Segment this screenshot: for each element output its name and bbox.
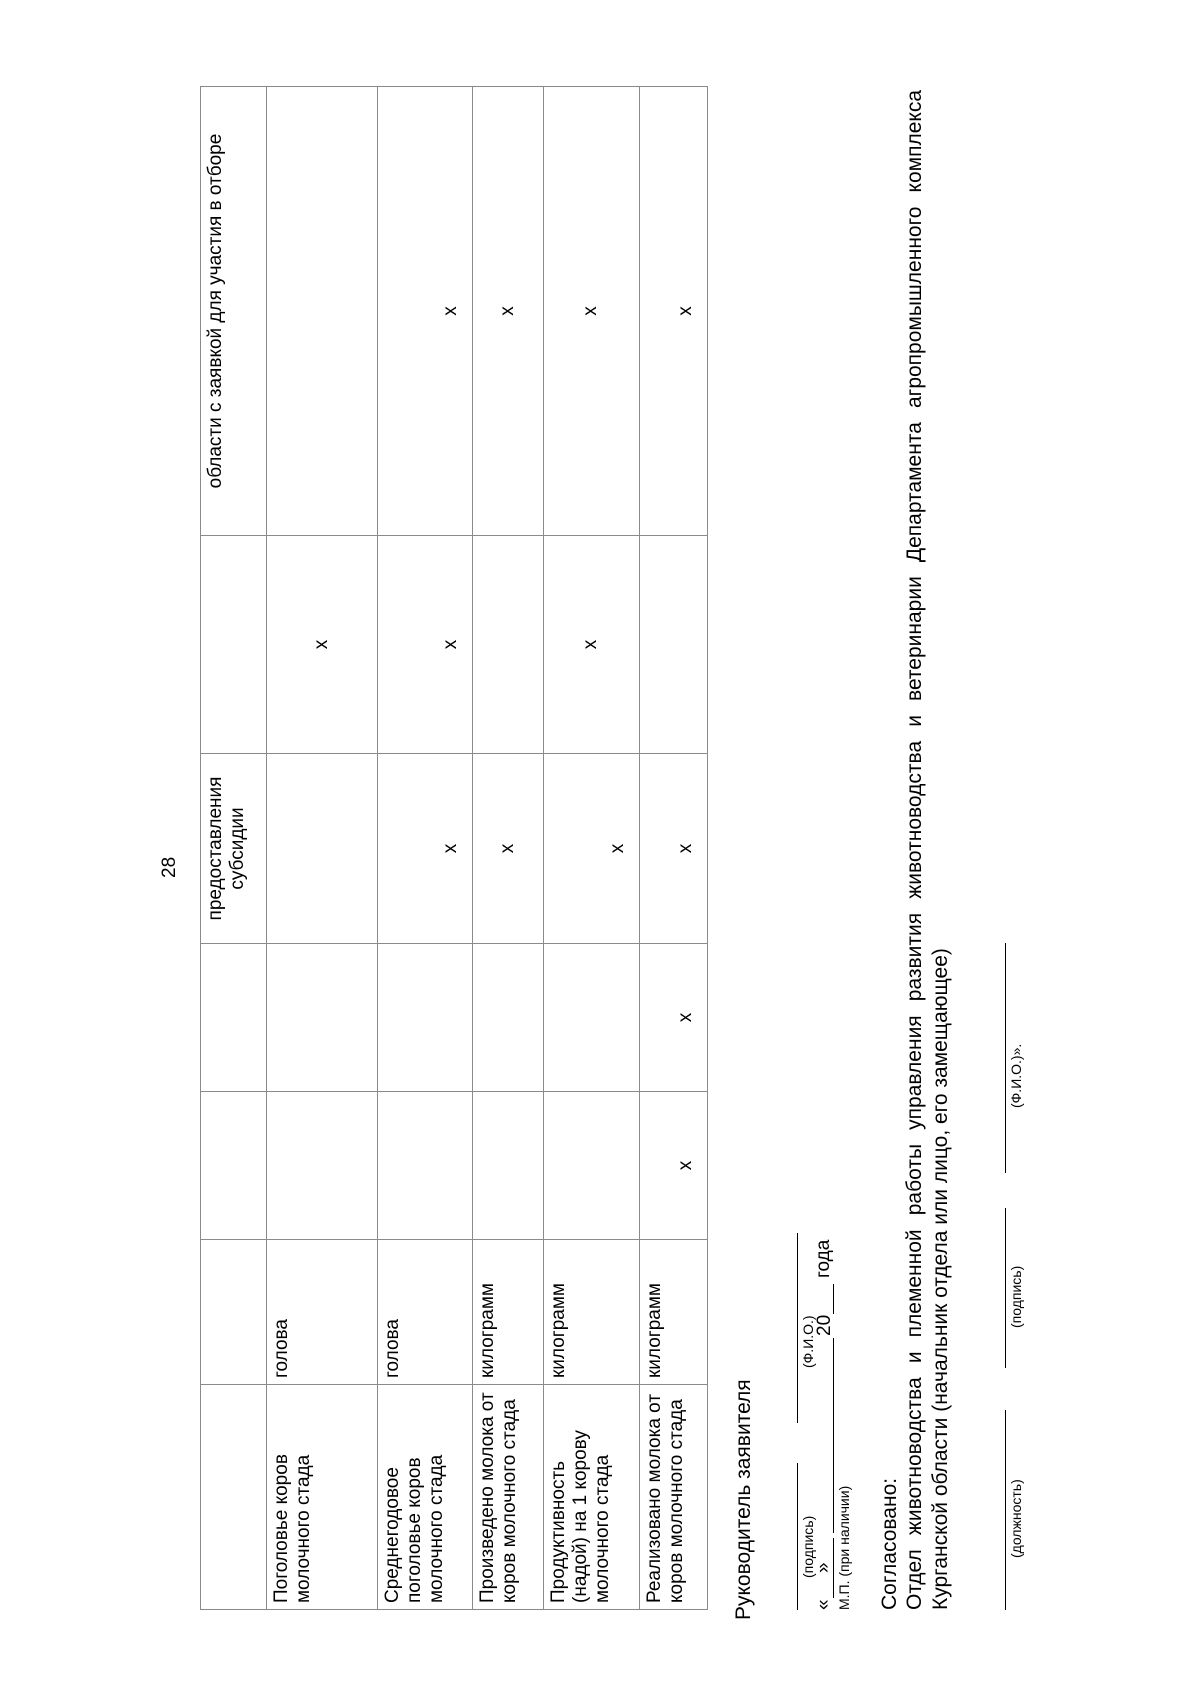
row-unit: голова (378, 1240, 472, 1385)
row-unit: килограмм (543, 1240, 639, 1385)
table-row (266, 87, 378, 1610)
row-cell (472, 536, 543, 754)
row-cell (543, 944, 639, 1092)
name-caption: (Ф.И.О.) (800, 1315, 816, 1368)
header-cell-subsidy: предоставления субсидии (201, 754, 267, 944)
row-cell: х (640, 944, 708, 1092)
date-month-line (833, 1338, 834, 1533)
row-cell (640, 536, 708, 754)
table-row (472, 87, 543, 1610)
table-row (378, 87, 472, 1610)
row-indicator: Реализовано молока от коров молочного стада (640, 1385, 708, 1610)
agreement-signature-caption: (подпись) (1008, 1265, 1024, 1328)
agreement-name-caption: (Ф.И.О.)». (1008, 1043, 1024, 1108)
row-cell: х (640, 754, 708, 944)
indicators-table (200, 86, 708, 1610)
row-cell (543, 1092, 639, 1240)
date-year-line (833, 1284, 834, 1314)
header-cell-4 (201, 536, 267, 754)
table-header-row (201, 87, 267, 1610)
position-line (1005, 1410, 1006, 1610)
agreement-label: Согласовано: (878, 1477, 901, 1610)
row-cell: х (472, 87, 543, 536)
row-cell (472, 944, 543, 1092)
row-indicator: Продуктивность (надой) на 1 корову молочного стада (543, 1385, 639, 1610)
row-cell (378, 944, 472, 1092)
date-quote-close: » (813, 1562, 834, 1573)
row-cell: х (378, 754, 472, 944)
row-cell: х (640, 1092, 708, 1240)
date-year-prefix: 20 (814, 1314, 835, 1336)
row-cell (266, 1092, 378, 1240)
row-cell: х (543, 536, 639, 754)
row-cell: х (378, 536, 472, 754)
table-row (640, 87, 708, 1610)
date-quote-open: « (813, 1599, 834, 1610)
row-cell: х (543, 754, 639, 944)
row-indicator: Произведено молока от коров молочного стада (472, 1385, 543, 1610)
row-cell: х (640, 87, 708, 536)
row-cell: х (543, 87, 639, 536)
row-unit: килограмм (472, 1240, 543, 1385)
name-line (797, 1233, 798, 1423)
agreement-name-line (1005, 943, 1006, 1173)
row-cell: х (472, 754, 543, 944)
signature-line (797, 1463, 798, 1610)
row-cell (378, 1092, 472, 1240)
signature-caption: (подпись) (800, 1515, 816, 1578)
row-cell: х (266, 536, 378, 754)
row-indicator: Поголовье коров молочного стада (266, 1385, 378, 1610)
header-cell-region: области с заявкой для участия в отборе (201, 87, 267, 536)
table-row (543, 87, 639, 1610)
row-cell: х (378, 87, 472, 536)
header-cell-1 (201, 1092, 267, 1240)
header-cell-2 (201, 944, 267, 1092)
stamp-note: М.П. (при наличии) (836, 1485, 852, 1610)
row-indicator: Среднегодовое поголовье коров молочного стада (378, 1385, 472, 1610)
row-unit: голова (266, 1240, 378, 1385)
page-number: 28 (159, 856, 180, 878)
row-cell (266, 944, 378, 1092)
row-cell (266, 87, 378, 536)
row-cell (266, 754, 378, 944)
agreement-signature-line (1005, 1208, 1006, 1368)
row-cell (472, 1092, 543, 1240)
row-unit: килограмм (640, 1240, 708, 1385)
position-caption: (должность) (1008, 1479, 1024, 1558)
header-cell-unit (201, 1240, 267, 1385)
agreement-text: Отдел животноводства и племенной работы управления развития животноводства и ветеринарии Департамента агропромышленного комплекса Курганской области (начальник отдела или лицо, его замещающее) (903, 90, 952, 1610)
date-year-suffix: года (813, 1239, 834, 1278)
applicant-title: Руководитель заявителя (732, 1379, 755, 1620)
header-cell-indicator (201, 1385, 267, 1610)
